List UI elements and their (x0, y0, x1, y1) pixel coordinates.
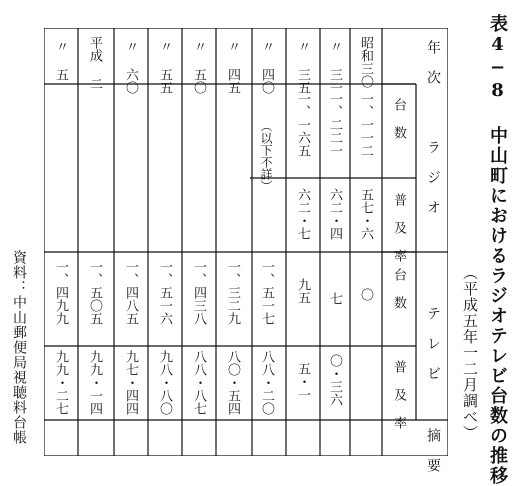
tv-count-cell: 〇 (358, 288, 373, 301)
radio-count-cell: 一、一一二 (358, 92, 373, 157)
year-cell: 〃 六〇 (123, 40, 138, 94)
tv-count-cell: 一、三二九 (225, 260, 240, 325)
table-grid (44, 28, 448, 456)
radio-rate-cell: 六二・四 (327, 188, 342, 240)
tv-count-cell: 一、四九九 (53, 260, 68, 325)
tv-count-cell: 七 (327, 292, 342, 305)
tv-rate-cell: 八八・八七 (191, 350, 206, 415)
tv-rate-cell: 九八・八〇 (157, 350, 172, 415)
tv-count-header: 台 数 (391, 268, 406, 309)
radio-count-cell: 一、一六五 (295, 92, 310, 157)
tv-count-cell: 一、五〇五 (87, 260, 102, 325)
tv-rate-cell: 九九・一四 (87, 350, 102, 415)
tv-rate-cell: 八八・二〇 (259, 350, 274, 415)
radio-header: ラ ジ オ (425, 140, 441, 214)
source-note: 資料：中山郵便局視聴料台帳 (11, 250, 27, 445)
tv-count-cell: 一、四八五 (123, 260, 138, 325)
tv-rate-cell: 九七・四四 (123, 350, 138, 415)
tv-rate-header: 普 及 率 (391, 360, 406, 429)
remarks-header: 摘 要 (425, 428, 441, 472)
tv-rate-cell: 八〇・五四 (225, 350, 240, 415)
year-cell: 〃 三一 (327, 40, 342, 94)
table-title: 表4−8 中山町におけるラジオテレビ台数の推移 (487, 14, 508, 486)
tv-count-cell: 九五 (295, 278, 310, 304)
radio-count-cell: 一、二二一 (327, 92, 342, 157)
radio-count-header: 台 数 (391, 98, 406, 139)
tv-header: テ レ ビ (425, 306, 441, 380)
tv-count-cell: 一、五一六 (157, 260, 172, 325)
tv-rate-cell: 五・一 (295, 362, 310, 401)
tv-count-cell: 一、四三八 (191, 260, 206, 325)
year-cell: 〃 五〇 (191, 40, 206, 94)
year-cell: 〃 五五 (157, 40, 172, 94)
radio-count-cell: （以下不詳） (259, 120, 273, 192)
tv-rate-cell: 九九・二七 (53, 350, 68, 415)
year-header: 年 次 (425, 40, 441, 84)
year-cell: 〃 四〇 (259, 40, 274, 94)
data-table (44, 28, 448, 472)
year-cell: 〃 五 (53, 40, 68, 81)
year-cell: 〃 三五 (295, 40, 310, 94)
radio-rate-cell: 五七・六 (358, 188, 373, 240)
table-subtitle: （平成五年一二月調べ） (461, 265, 479, 441)
year-cell: 平成 二 (87, 36, 102, 90)
radio-rate-cell: 六二・七 (295, 188, 310, 240)
year-cell: 昭和三〇 (358, 36, 373, 88)
radio-rate-header: 普 及 率 (391, 193, 406, 262)
tv-rate-cell: 〇・三六 (327, 354, 342, 406)
tv-count-cell: 一、五一七 (259, 260, 274, 325)
year-cell: 〃 四五 (225, 40, 240, 94)
